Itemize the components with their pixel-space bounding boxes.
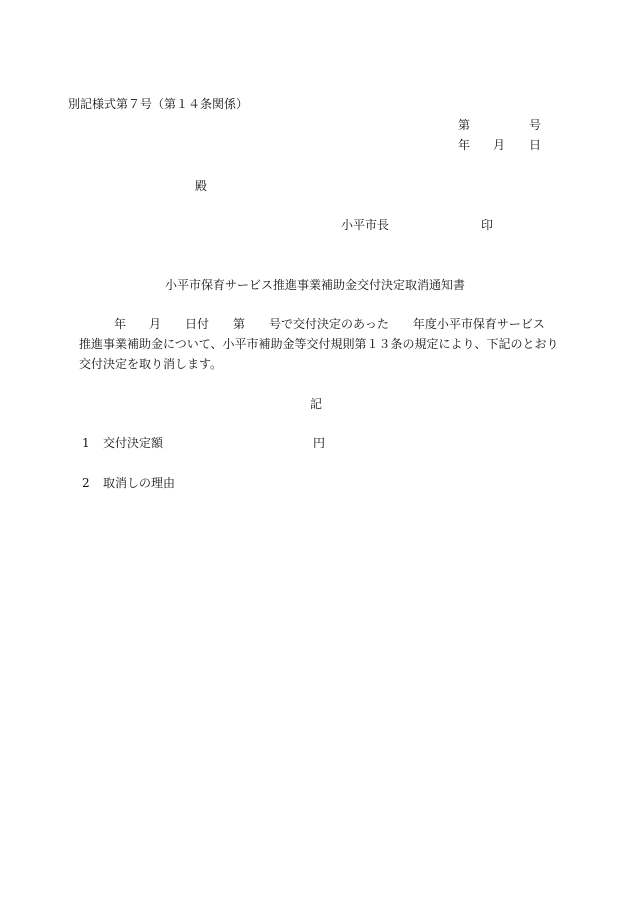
date-year: 年 bbox=[458, 138, 471, 152]
item-label: 交付決定額 bbox=[103, 436, 164, 450]
addressee-suffix: 殿 bbox=[195, 179, 208, 193]
body-month: 月 bbox=[149, 317, 162, 331]
body-line1-rest: 号で交付決定のあった 年度小平市保育サービス bbox=[269, 317, 545, 331]
body-line2: 推進事業補助金について、小平市補助金等交付規則第１３条の規定により、下記のとおり bbox=[79, 337, 559, 351]
date-month: 月 bbox=[493, 138, 506, 152]
document-title: 小平市保育サービス推進事業補助金交付決定取消通知書 bbox=[164, 278, 465, 292]
doc-number-prefix: 第 bbox=[458, 118, 471, 132]
body-line3: 交付決定を取り消します。 bbox=[79, 357, 223, 371]
body-day: 日付 bbox=[185, 317, 210, 331]
issuer-title: 小平市長 bbox=[341, 218, 390, 232]
seal-mark: 印 bbox=[481, 218, 494, 232]
item-number: 1 bbox=[82, 436, 90, 450]
body-year: 年 bbox=[114, 317, 127, 331]
form-label: 別記様式第７号（第１４条関係） bbox=[68, 97, 249, 111]
item-label: 取消しの理由 bbox=[103, 476, 176, 490]
ki-heading: 記 bbox=[310, 397, 323, 411]
item-unit: 円 bbox=[313, 436, 326, 450]
item-number: 2 bbox=[82, 476, 90, 490]
body-dai: 第 bbox=[233, 317, 246, 331]
date-day: 日 bbox=[529, 138, 542, 152]
doc-number-suffix: 号 bbox=[529, 118, 542, 132]
